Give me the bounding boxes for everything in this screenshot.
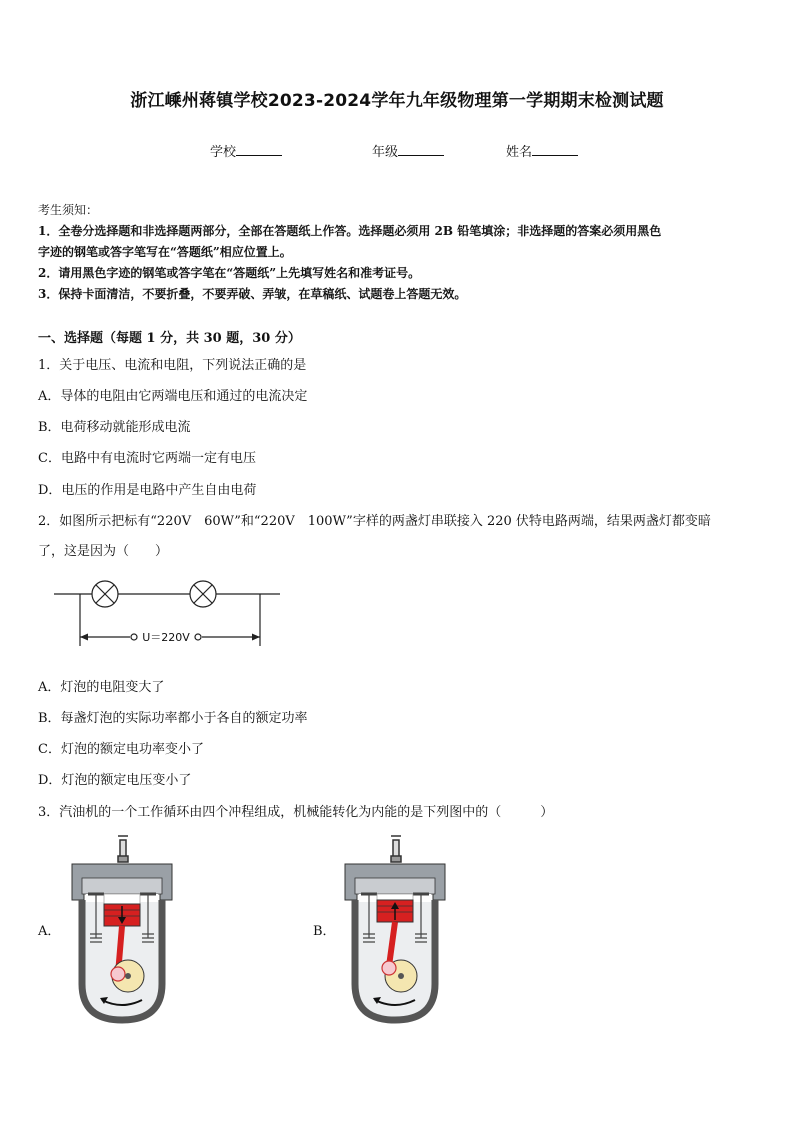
section-heading: 一、选择题（每题 1 分，共 30 题，30 分） bbox=[38, 331, 301, 346]
q2-option-c[interactable]: C．灯泡的额定电功率变小了 bbox=[38, 742, 204, 757]
grade-field[interactable] bbox=[372, 141, 444, 160]
name-blank[interactable] bbox=[532, 143, 578, 156]
name-field[interactable] bbox=[506, 141, 578, 160]
engine-a-diagram[interactable] bbox=[62, 834, 182, 1024]
q1-stem: 1．关于电压、电流和电阻，下列说法正确的是 bbox=[38, 358, 307, 373]
q1-option-b[interactable]: B．电荷移动就能形成电流 bbox=[38, 420, 191, 435]
bulb-1-icon bbox=[92, 581, 118, 607]
q2-option-b[interactable]: B．每盏灯泡的实际功率都小于各自的额定功率 bbox=[38, 711, 308, 726]
page-title: 浙江嵊州蒋镇学校2023-2024学年九年级物理第一学期期末检测试题 bbox=[130, 91, 664, 111]
notice-item-1-line-1: 1．全卷分选择题和非选择题两部分，全部在答题纸上作答。选择题必须用 2B 铅笔填涂；非选择题的答案必须用黑色 bbox=[38, 224, 662, 238]
school-field[interactable] bbox=[210, 141, 282, 160]
q3-option-b-label[interactable]: B． bbox=[313, 924, 336, 939]
q3-option-a-label[interactable]: A． bbox=[38, 924, 61, 939]
school-blank[interactable] bbox=[236, 143, 282, 156]
circuit-voltage-label: U＝220V bbox=[142, 631, 190, 644]
q2-option-d[interactable]: D．灯泡的额定电压变小了 bbox=[38, 773, 192, 788]
q1-option-d[interactable]: D．电压的作用是电路中产生自由电荷 bbox=[38, 483, 257, 498]
notice-item-2: 2．请用黑色字迹的钢笔或答字笔在“答题纸”上先填写姓名和准考证号。 bbox=[38, 266, 421, 280]
spark-plug-icon bbox=[391, 836, 401, 862]
engine-b-diagram[interactable] bbox=[335, 834, 455, 1024]
notice-heading: 考生须知： bbox=[38, 203, 99, 217]
q2-option-a[interactable]: A．灯泡的电阻变大了 bbox=[38, 680, 165, 695]
crankshaft-icon bbox=[111, 960, 144, 992]
bulb-2-icon bbox=[190, 581, 216, 607]
notice-item-1-line-2: 字迹的钢笔或答字笔写在“答题纸”相应位置上。 bbox=[38, 245, 292, 259]
q2-stem-line-1: 2．如图所示把标有“220V 60W”和“220V 100W”字样的两盏灯串联接入 220 伏特电路两端，结果两盏灯都变暗 bbox=[38, 514, 711, 529]
grade-blank[interactable] bbox=[398, 143, 444, 156]
series-circuit-diagram bbox=[50, 578, 290, 650]
spark-plug-icon bbox=[118, 836, 128, 862]
q1-option-a[interactable]: A．导体的电阻由它两端电压和通过的电流决定 bbox=[38, 389, 308, 404]
q1-option-c[interactable]: C．电路中有电流时它两端一定有电压 bbox=[38, 451, 256, 466]
name-label: 姓名 bbox=[506, 145, 533, 160]
q3-stem: 3．汽油机的一个工作循环由四个冲程组成，机械能转化为内能的是下列图中的（ ） bbox=[38, 805, 554, 820]
school-label: 学校 bbox=[210, 145, 237, 160]
notice-item-3: 3．保持卡面清洁，不要折叠，不要弄破、弄皱，在草稿纸、试题卷上答题无效。 bbox=[38, 287, 467, 301]
grade-label: 年级 bbox=[372, 145, 399, 160]
q2-stem-line-2: 了，这是因为（ ） bbox=[38, 544, 169, 559]
